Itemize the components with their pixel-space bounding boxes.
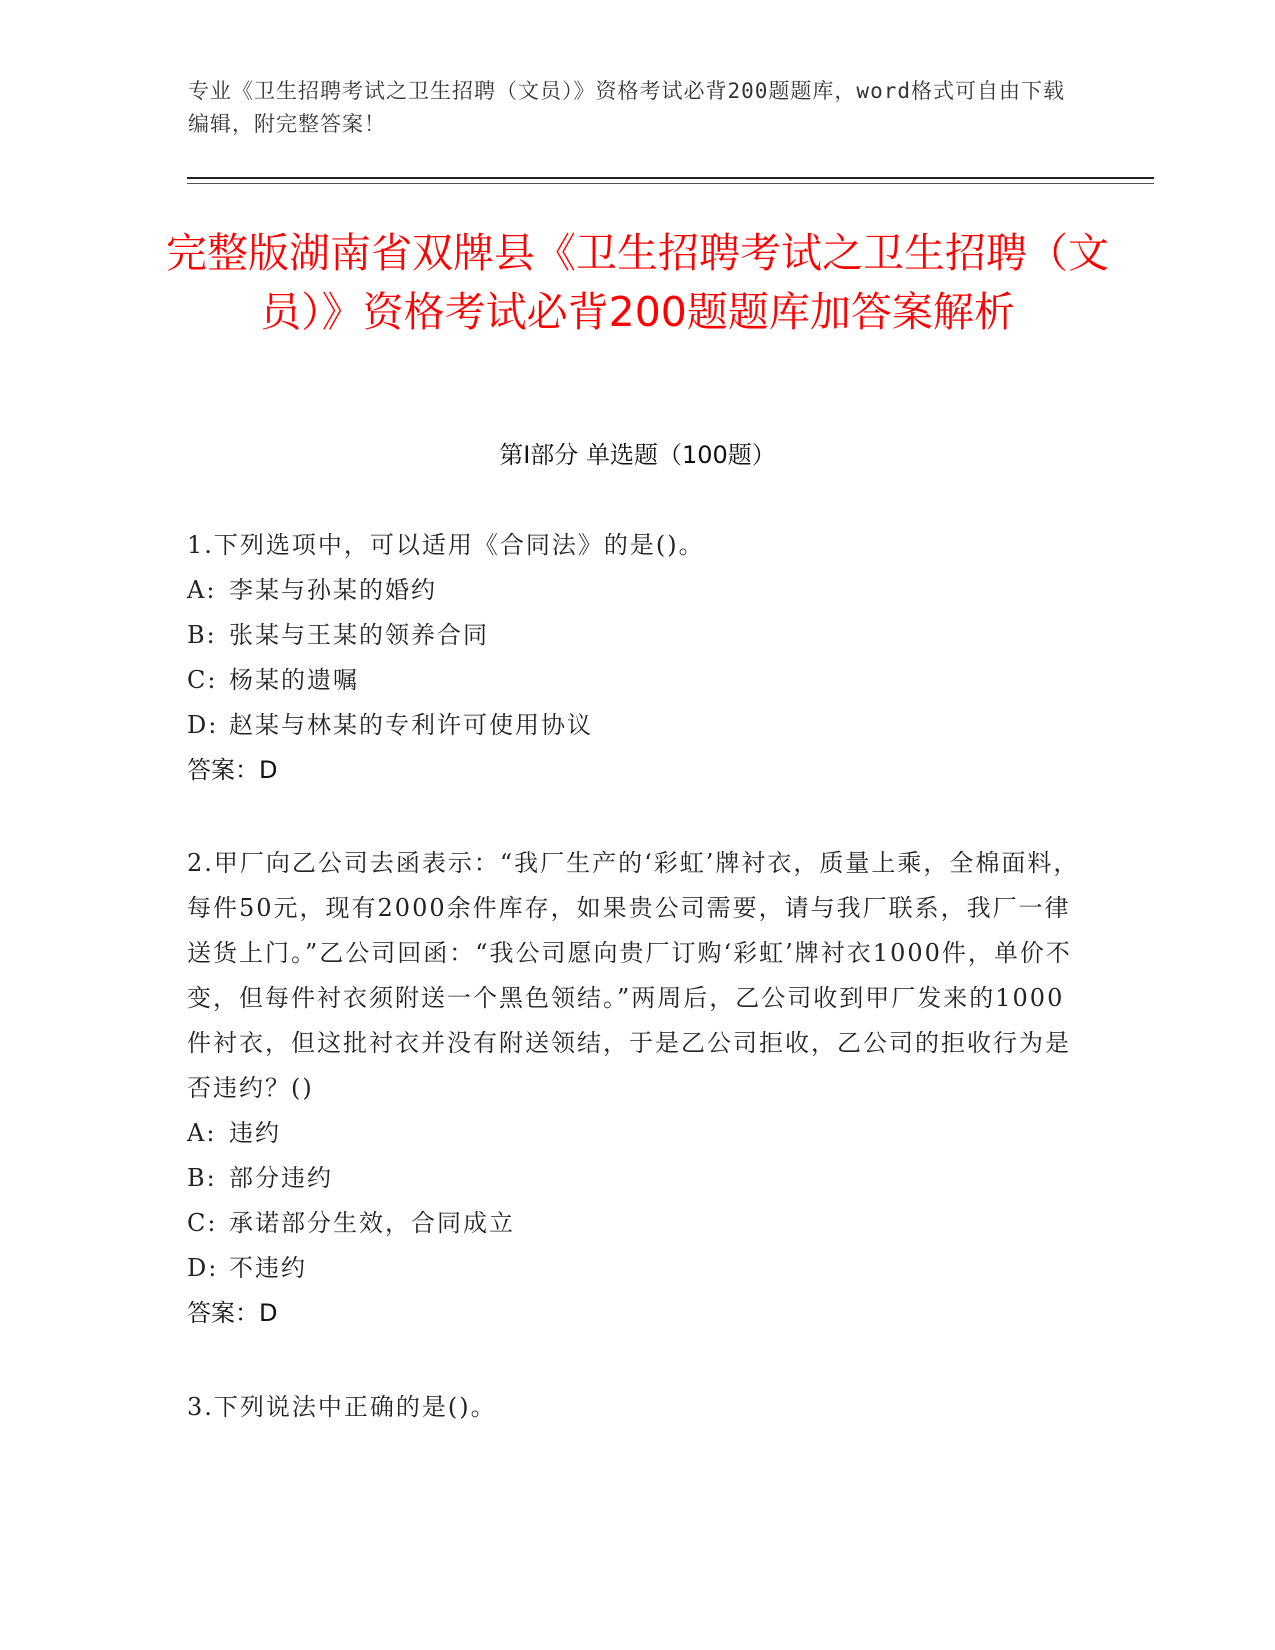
option-letter: C: xyxy=(187,1209,218,1237)
option-letter: C: xyxy=(187,666,218,694)
question-stem: 3.下列说法中正确的是()。 xyxy=(187,1393,497,1421)
option-letter: A: xyxy=(187,576,217,604)
option-text: 违约 xyxy=(229,1119,281,1147)
answer: 答案：D xyxy=(187,1299,278,1327)
answer: 答案：D xyxy=(187,756,278,784)
option-text: 部分违约 xyxy=(229,1164,333,1192)
header-divider-thin xyxy=(187,183,1154,184)
document-title: 完整版湖南省双牌县《卫生招聘考试之卫生招聘（文员）》资格考试必背200题题库加答案解析 xyxy=(166,229,1109,336)
option-b xyxy=(187,1156,1087,1201)
option-text: 赵某与林某的专利许可使用协议 xyxy=(229,711,593,739)
option-text: 承诺部分生效，合同成立 xyxy=(229,1209,515,1237)
option-d xyxy=(187,703,1087,748)
question-1 xyxy=(187,523,1087,793)
option-letter: B: xyxy=(187,1164,217,1192)
option-b xyxy=(187,613,1087,658)
option-c xyxy=(187,658,1087,703)
option-letter: D: xyxy=(187,711,219,739)
question-2 xyxy=(187,841,1087,1336)
option-a xyxy=(187,1111,1087,1156)
option-text: 李某与孙某的婚约 xyxy=(229,576,437,604)
question-stem: 1.下列选项中，可以适用《合同法》的是()。 xyxy=(187,531,705,559)
option-text: 杨某的遗嘱 xyxy=(229,666,359,694)
option-text: 张某与王某的领养合同 xyxy=(229,621,489,649)
question-stem: 2.甲厂向乙公司去函表示：“我厂生产的‘彩虹’牌衬衣，质量上乘，全棉面料，每件50元，现有2000余件库存，如果贵公司需要，请与我厂联系，我厂一律送货上门。”乙公司回函：“我公司愿向贵厂订购‘彩虹’牌衬衣1000件，单价不变，但每件衬衣须附送一个黑色领结。”两周后，乙公司收到甲厂发来的1000件衬衣，但这批衬衣并没有附送领结，于是乙公司拒收，乙公司的拒收行为是否违约？() xyxy=(187,849,1080,1102)
option-d xyxy=(187,1246,1087,1291)
option-letter: A: xyxy=(187,1119,217,1147)
option-letter: D: xyxy=(187,1254,219,1282)
option-letter: B: xyxy=(187,621,217,649)
option-text: 不违约 xyxy=(229,1254,307,1282)
header-divider-thick xyxy=(187,177,1154,179)
question-3 xyxy=(187,1385,1087,1430)
option-c xyxy=(187,1201,1087,1246)
option-a xyxy=(187,568,1087,613)
header-note: 专业《卫生招聘考试之卫生招聘（文员）》资格考试必背200题题库，word格式可自由下载编辑，附完整答案！ xyxy=(188,79,1065,136)
section-title: 第Ⅰ部分 单选题（100题） xyxy=(499,441,776,469)
